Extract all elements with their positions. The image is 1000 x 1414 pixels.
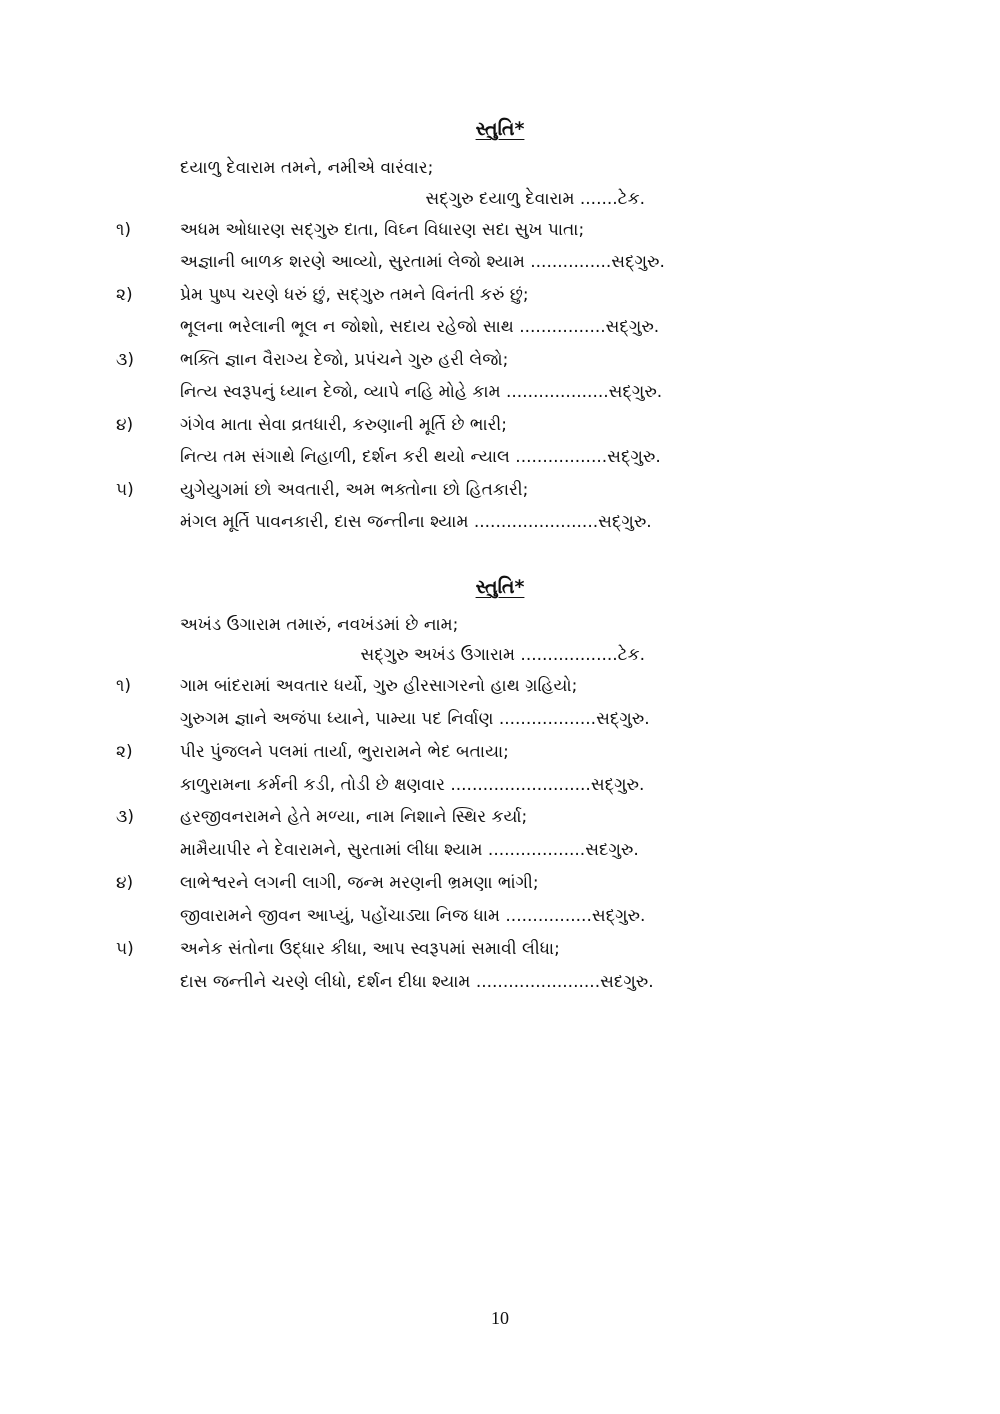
- verse-line: અનેક સંતોના ઉદ્ધાર કીધા, આપ સ્વરૂપમાં સમાવી લીધા;: [180, 939, 560, 959]
- stuti-intro-line: અખંડ ઉગારામ તમારું, નવખંડમાં છે નામ;: [180, 615, 459, 635]
- verse-line: મંગલ મૂર્તિ પાવનકારી, દાસ જન્તીના શ્યામ .......................સદ્‌ગુરુ.: [180, 512, 652, 532]
- verse-line: દાસ જન્તીને ચરણે લીધો, દર્શન દીધા શ્યામ .......................સદગુરુ.: [180, 972, 654, 992]
- verse-line: હરજીવનરામને હેતે મળ્યા, નામ નિશાને સ્થિર કર્યા;: [180, 807, 528, 827]
- refrain-line: સદ્‌ગુરુ દયાળુ દેવારામ .......ટેક.: [425, 189, 645, 209]
- verse-line: જીવારામને જીવન આપ્યું, પહોંચાડ્યા નિજ ધામ ................સદ્‌ગુરુ.: [180, 906, 646, 926]
- section-title: સ્તુતિ*: [475, 118, 525, 140]
- verse-line: પીર પુંજલને પલમાં તાર્યા, ભુરારામને ભેદ બતાયા;: [180, 742, 509, 762]
- verse-line: યુગેયુગમાં છો અવતારી, અમ ભક્તોના છો હિતકારી;: [180, 480, 529, 500]
- verse-number: ૨): [116, 742, 133, 762]
- verse-number: ૫): [116, 480, 134, 500]
- refrain-line: સદ્‌ગુરુ અખંડ ઉગારામ ..................ટેક.: [360, 645, 645, 665]
- verse-line: ગામ બાંદરામાં અવતાર ધર્યો, ગુરુ હીરસાગરનો હાથ ગ્રહિયો;: [180, 676, 578, 696]
- verse-line: ગુરુગમ જ્ઞાને અજંપા ધ્યાને, પામ્યા પદ નિર્વાણ ..................સદ્‌ગુરુ.: [180, 709, 650, 729]
- verse-line: નિત્ય સ્વરૂપનું ધ્યાન દેજો, વ્યાપે નહિ મોહે કામ ...................સદ્‌ગુરુ.: [180, 382, 663, 402]
- verse-line: નિત્ય તમ સંગાથે નિહાળી, દર્શન કરી થયો ન્યાલ .................સદ્‌ગુરુ.: [180, 447, 661, 467]
- verse-number: ૩): [116, 807, 134, 827]
- verse-line: ગંગેવ માતા સેવા વ્રતધારી, કરુણાની મૂર્તિ છે ભારી;: [180, 415, 508, 435]
- stuti-intro-line: દયાળુ દેવારામ તમને, નમીએ વારંવાર;: [180, 158, 434, 178]
- section-title: સ્તુતિ*: [475, 576, 525, 598]
- verse-number: ૪): [116, 415, 134, 435]
- verse-number: ૩): [116, 350, 134, 370]
- verse-number: ૨): [116, 285, 133, 305]
- verse-line: કાળુરામના કર્મની કડી, તોડી છે ક્ષણવાર ..........................સદ્‌ગુરુ.: [180, 775, 645, 795]
- verse-number: ૫): [116, 939, 134, 959]
- verse-number: ૧): [116, 220, 131, 240]
- verse-line: ભૂલના ભરેલાની ભૂલ ન જોશો, સદાય રહેજો સાથ ................સદ્‌ગુરુ.: [180, 317, 660, 337]
- verse-line: મામૈયાપીર ને દેવારામને, સુરતામાં લીધા શ્યામ ..................સદગુરુ.: [180, 840, 639, 860]
- verse-line: પ્રેમ પુષ્પ ચરણે ધરું છું, સદ્‌ગુરુ તમને વિનંતી કરું છું;: [180, 285, 529, 305]
- verse-line: અધમ ઓધારણ સદ્‌ગુરુ દાતા, વિઘ્ન વિધારણ સદા સુખ પાતા;: [180, 220, 585, 240]
- verse-line: ભક્તિ જ્ઞાન વૈરાગ્ય દેજો, પ્રપંચને ગુરુ હરી લેજો;: [180, 350, 509, 370]
- verse-line: અજ્ઞાની બાળક શરણે આવ્યો, સુરતામાં લેજો શ્યામ ...............સદ્‌ગુરુ.: [180, 252, 665, 272]
- verse-line: લાભેશ્વરને લગની લાગી, જન્મ મરણની ભ્રમણા ભાંગી;: [180, 873, 539, 893]
- verse-number: ૧): [116, 676, 131, 696]
- verse-number: ૪): [116, 873, 134, 893]
- page-number: 10: [491, 1308, 509, 1328]
